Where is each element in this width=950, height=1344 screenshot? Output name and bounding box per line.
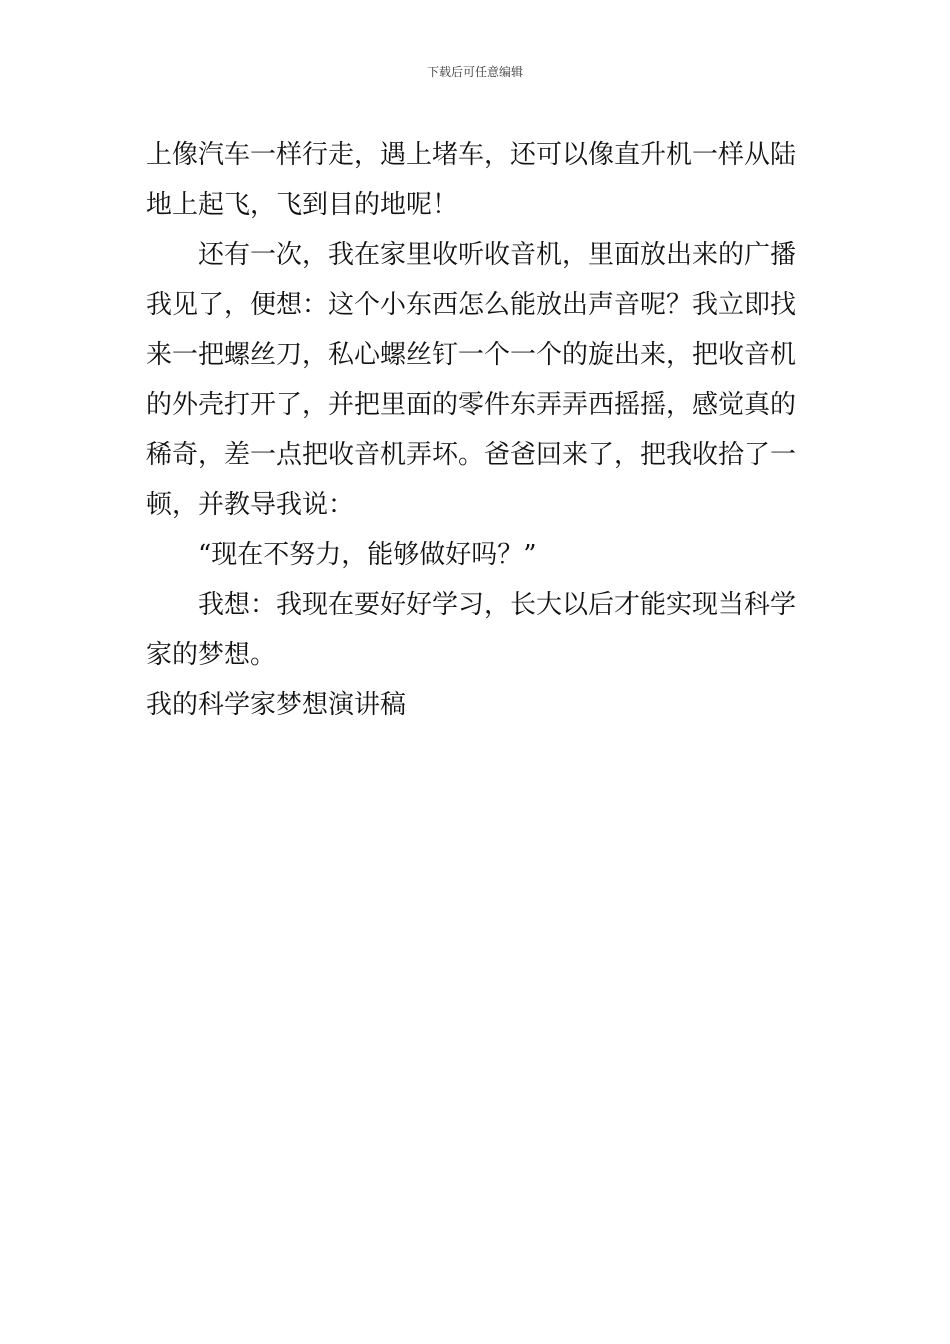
text-line: 我想：我现在要好好学习，长大以后才能实现当科学 [198, 590, 797, 620]
text-line: 地上起飞，飞到目的地呢！ [146, 190, 459, 220]
text-line: 来一把螺丝刀，私心螺丝钉一个一个的旋出来，把收音机 [146, 340, 797, 370]
quote-line: “现在不努力，能够做好吗？” [198, 540, 537, 570]
document-body [146, 130, 806, 730]
text-line: 还有一次，我在家里收听收音机，里面放出来的广播 [198, 240, 797, 270]
text-line: 我见了，便想：这个小东西怎么能放出声音呢？我立即找 [146, 290, 797, 320]
text-line: 顿，并教导我说： [146, 490, 355, 520]
text-line: 家的梦想。 [146, 640, 277, 670]
document-title-line: 我的科学家梦想演讲稿 [146, 690, 407, 720]
text-line: 稀奇，差一点把收音机弄坏。爸爸回来了，把我收拾了一 [146, 440, 797, 470]
text-line: 上像汽车一样行走，遇上堵车，还可以像直升机一样从陆 [146, 140, 797, 170]
page-header-note: 下载后可任意编辑 [426, 65, 523, 79]
text-line: 的外壳打开了，并把里面的零件东弄弄西摇摇，感觉真的 [146, 390, 797, 420]
